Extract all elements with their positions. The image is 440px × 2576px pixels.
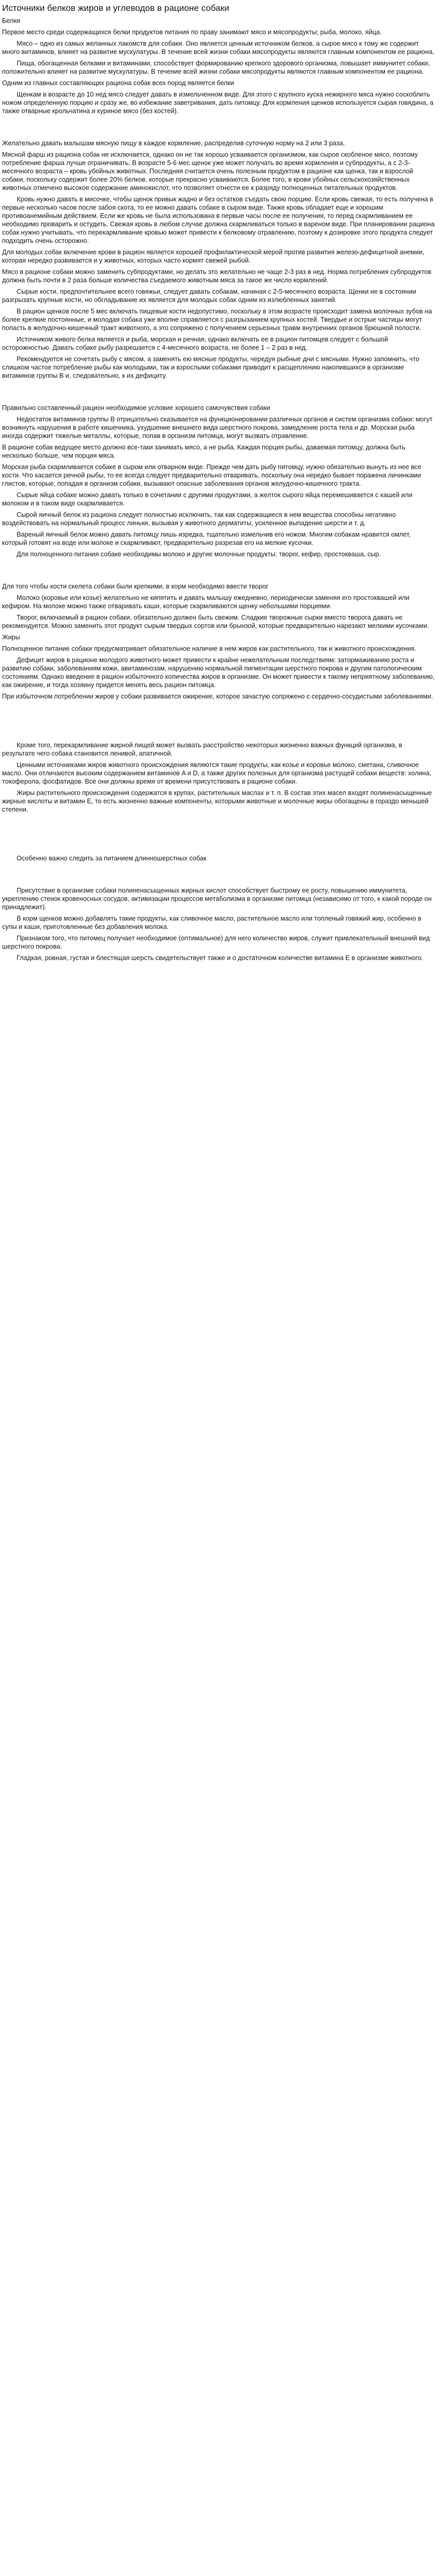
paragraph: Вареный яичный белок можно давать питомцу лишь изредка, тщательно измельчив его ножом. Многим собакам нравится омлет, который готовят на воде или молоке и скармливают, предварительно разрезав его на мелкие кусочки. xyxy=(2,531,411,546)
paragraph: Одним из главных составляющих рациона собак всех пород является белки xyxy=(2,79,234,87)
paragraph: Мясной фарш из рациона собак не исключается, однако он не так хорошо усваивается организмом, как сырое скобленое мясо, поэтому потребление фарша лучше ограничивать. В возрасте 5-6 мес щенок уже может получать во время кормления и субпродукты, а с 2-3-месячного возраста – кровь убойных животных. Последняя считается очень полезным продуктом в рационе как щенка, так и взрослой собаки, поскольку содержит более 20% белков, которые прекрасно усваиваются. Более того, в крови убойных сельскохозяйственных животных отмечено высокое содержание аминокислот, что позволяет отнести ее к разряду полноценных питательных продуктов. xyxy=(2,151,418,191)
section-fats3 xyxy=(2,866,436,962)
spacer xyxy=(2,704,436,741)
paragraph: При избыточном потреблении жиров у собаки развивается ожирение, которое зачастую сопряжено с сердечно-сосудистыми заболеваниями. xyxy=(2,693,433,700)
paragraph: Для молодых собак включение крови в рацион является хорошей профилактической мерой против развития железо-дефицитной анемии, которая нередко развивается и у животных, которых часто кормят свежей рыбой. xyxy=(2,249,424,264)
paragraph: Признаком того, что питомец получает необходимое (оптимальное) для него количество жиров, служит привлекательный внешний вид шерстного покрова. xyxy=(2,935,430,950)
paragraph: Жиры растительного происхождения содержатся в крупах, растительных маслах и т. п. В состав этих масел входят полиненасыщенные жирные кислоты и витамин Е, то есть жизненно важные компоненты, которыми животные и молочные жиры обогащены в гораздо меньшей степени. xyxy=(2,789,432,813)
paragraph: Гладкая, ровная, густая и блестящая шерсть свидетельствует также и о достаточном количестве витамина Е в организме животного. xyxy=(17,954,423,962)
section-longhair xyxy=(2,817,436,862)
paragraph: Для того чтобы кости скелета собаки были крепкими, в корм необходимо ввести творог xyxy=(2,583,269,590)
paragraph: Для полноценного питания собаке необходимы молоко и другие молочные продукты: творог, кефир, простокваша, сыр. xyxy=(17,551,381,558)
paragraph: Морская рыба скармливается собаке в сыром или отварном виде. Прежде чем дать рыбу питомцу, нужно обязательно вынуть из нее все кости. Что касается речной рыбы, то ее всегда следует предварительно отваривать, поскольку она нередко бывает поражена личинками глистов, которые, попадая в организм собаки, вызывают опасные заболевания органов желудочно-кишечного тракта. xyxy=(2,463,421,487)
article xyxy=(0,0,440,970)
article-body xyxy=(2,17,436,962)
paragraph: В рацион щенков после 5 мес включать пищевые кости недопустимо, поскольку в этом возрасте происходит замена молочных зубов на более крепкие постоянные, и молодая собака уже вполне справляется с разгрызанием крупных костей. Твердые и острые частицы могут попасть в желудочно-кишечный тракт животного, а это сопряжено с получением серьезных травм внутренних органов брюшной полости. xyxy=(2,308,432,332)
paragraph: Сырой яичный белок из рациона следует полностью исключить, так как содержащиеся в нем вещества способны негативно воздействовать на нормальный процесс линьки, вызывая у животного дерматиты, усиленное выпадение шерсти и т. д. xyxy=(2,511,396,527)
paragraph: Кроме того, перекармливание жирной пищей может вызвать расстройство некоторых жизненно важных функций организма, в результате чего собака становится ленивой, апатичной. xyxy=(2,742,403,757)
spacer xyxy=(2,383,436,404)
paragraph: Источником живого белка является и рыба, морская и речная, однако включать ее в рацион питомцев следует с большой осторожностью. Давать собаке рыбу разрешается с 4-месячного возраста, не более 1 – 2 раз в нед. xyxy=(2,336,388,351)
paragraph: Желательно давать малышам мясную пищу в каждое кормление, распределив суточную норму на 2 или 3 раза. xyxy=(2,140,345,147)
paragraph: Щенкам в возрасте до 10 нед мясо следует давать в измельченном виде. Для этого с крупного куска нежирного мяса нужно соскоблить ножом определенную порцию и сразу же, во избежание заветривания, дать питомцу. Для кормления щенков используется сырая говядина, а также отварные крольчатина и куриное мясо (без костей). xyxy=(2,91,434,115)
spacer xyxy=(2,817,436,854)
paragraph: В корм щенков можно добавлять такие продукты, как сливочное масло, растительное масло или топленый говяжий жир, особенно в супы и каши, приготовленные без добавления молока. xyxy=(2,915,422,930)
paragraph: Первое место среди содержащихся белки продуктов питания по праву занимают мясо и мясопродукты; рыба, молоко, яйца. xyxy=(2,29,382,36)
paragraph: Мясо в рационе собаки можно заменить субпродуктами, но делать это желательно не чаще 2-3 раз в нед. Норма потребления субпродуктов должна быть почти в 2 раза больше количества съедаемого животным мяса за такое же число кормлений. xyxy=(2,268,432,284)
section-heading: Жиры xyxy=(2,634,20,641)
section-fish xyxy=(2,383,436,558)
spacer xyxy=(2,118,436,139)
section-fats2 xyxy=(2,704,436,814)
paragraph: Присутствие в организме собаки полиненасыщенных жирных кислот способствует быстрому ее росту, повышению иммунитета, укреплению стенок кровеносных сосудов, активизации процессов метаболизма в организме питомца (независимо от того, к какой породе он принадлежит). xyxy=(2,887,432,911)
paragraph: В рационе собак ведущее место должно все-таки занимать мясо, а не рыба. Каждая порция рыбы, даваемая питомцу, должна быть несколько больше, чем порция мяса. xyxy=(2,444,405,459)
section-heading: Белки xyxy=(2,17,20,24)
paragraph: Творог, включаемый в рацион собаки, обязательно должен быть свежим. Сладкие творожные сырки вместо творога давать не рекомендуется. Можно заменить этот продукт сырым твердых сортов или брынзой, которые предварительно нарезают мелкими кусочками. xyxy=(2,614,429,629)
paragraph: Дефицит жиров в рационе молодого животного может привести к крайне нежелательным последствиям: затормаживанию роста и развитию собаки, заболеваниям кожи, авитаминозам, нарушению нормальной пигментации шерстного покрова и другим патологическим состояниям. Однако введение в рацион избыточного количества жиров в организме. Он может привести к такому неприятному заболеванию, как ожирение, и тогда хозяину придется менять весь рацион питомца. xyxy=(2,656,435,689)
paragraph: Рекомендуется не сочетать рыбу с мясом, а заменять ею мясные продукты, чередуя рыбные дни с мясными. Нужно запомнить, что слишком частое потребление рыбы как молодыми, так и взрослыми собаками приводит к расщеплению накопившихся в организме витаминов группы В и, следовательно, к их дефициту. xyxy=(2,355,420,379)
section-meat xyxy=(2,118,436,380)
section-dairy xyxy=(2,561,436,630)
paragraph: Кровь нужно давать в мисочке, чтобы щенок привык жадно и без остатков съедать свою порцию. Если кровь свежая, то есть получена в первые несколько часов после забоя скота, то ее можно давать собаке в сыром виде. Также кровь обладает еще и хорошим противоанемийным действием. Если же кровь не была использована в первые часы после ее получения, то перед скармливанием ее необходимо проварить и остудить. Свежая кровь в любом случае должна скармливаться только в вареном виде. При планировании рациона собак нужно учитывать, что перекармливание кровью может привести к белковому отравлению, поэтому к дозировке этого продукта следует подходить очень осторожно. xyxy=(2,196,435,244)
article-title: Источники белков жиров и углеводов в рационе собаки xyxy=(2,3,230,13)
section-proteins xyxy=(2,17,436,115)
paragraph: Молоко (коровье или козье) желательно не кипятить и давать малышу ежедневно, периодически заменяя его простоквашей или кефиром. На молоке можно также отваривать каши, которые скармливаются щенку небольшими порциями. xyxy=(2,594,410,610)
paragraph: Недостаток витаминов группы В отрицательно сказывается на функционировании различных органов и систем организма собаки: могут возникнуть нарушения в работе кишечника, ухудшение внешнего вида шерстного покрова, замедление роста тела и др. Морская рыба иногда содержит тяжелые металлы, которые, попав в организм питомца, могут вызвать отравление. xyxy=(2,416,433,440)
paragraph: Мясо – одно из самых желанных лакомств для собаки. Оно является ценным источником белков, а сырое мясо к тому же содержит много витаминов, влияет на развитие мускулатуры. В течение всей жизни собаки мясопродукты являются главным компонентом ее рациона. xyxy=(2,40,434,56)
paragraph: Сырые яйца собаке можно давать только в сочетании с другими продуктами, а желток сырого яйца перемешивается с кашей или молоком и в таком виде скармливается. xyxy=(2,491,412,507)
paragraph: Сырые кости, предпочтительнее всего говяжьи, следует давать собакам, начиная с 2-5-месячного возраста. Щенки не в состоянии разгрызать крупные кости, но обгладывание их является для молодых собак одним из излюбленных занятий. xyxy=(2,288,416,304)
spacer xyxy=(2,561,436,582)
paragraph: Особенно важно следить за питанием длинношерстных собак xyxy=(17,855,207,862)
section-fats xyxy=(2,633,436,701)
paragraph: Полноценное питание собаки предусматривает обязательное наличие в нем жиров как растительного, так и животного происхождения. xyxy=(2,645,417,652)
paragraph: Ценными источниками жиров животного происхождения являются такие продукты, как козье и коровье молоко, сметана, сливочное масло. Они отличаются высоким содержанием витаминов A и D, а также других полезных для организма растущей собаки веществ: холина, токоферола, фосфатидов. Все они должны время от времени присутствовать в рационе собаки. xyxy=(2,761,432,785)
spacer xyxy=(2,866,436,886)
paragraph: Пища, обогащенная белками и витаминами, способствует формированию крепкого здорового организма, повышает иммунитет собаки, положительно влияет на развитие мускулатуры. В течение всей жизни собаки мясопродукты являются главным компонентом ее рациона. xyxy=(2,60,430,75)
paragraph: Правильно составленный рацион необходимое условие хорошего самочувствия собаки xyxy=(2,404,271,412)
